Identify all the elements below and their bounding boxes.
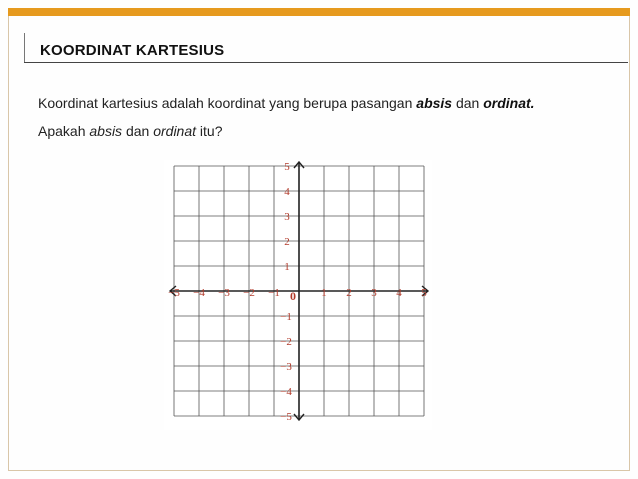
x-tick-label: 4 [396,287,402,299]
y-tick-label: −2 [280,336,292,348]
question-middle: dan [122,123,154,139]
definition-prefix: Koordinat kartesius adalah koordinat yang berupa pasangan [38,95,417,111]
title-underline [24,62,628,63]
x-tick-label: −1 [268,287,280,299]
accent-bar [8,8,630,16]
x-tick-label: 1 [321,287,327,299]
y-tick-label: 5 [284,161,290,173]
question-text [38,123,222,139]
definition-middle: dan [452,95,484,111]
x-tick-label: 5 [421,287,427,299]
origin-label: 0 [290,289,296,303]
x-tick-label: −4 [193,287,205,299]
y-tick-label: 4 [284,186,290,198]
slide-title: KOORDINAT KARTESIUS [40,42,225,59]
cartesian-graph [164,160,432,430]
question-term-ordinat: ordinat [153,123,197,139]
term-absis: absis [416,95,453,111]
x-tick-label: −3 [218,287,230,299]
y-tick-label: −1 [280,311,292,323]
y-tick-label: 1 [284,261,290,273]
definition-text [38,95,535,111]
title-rule-left [24,33,25,63]
cartesian-plane [164,160,432,430]
y-tick-label: −4 [280,386,292,398]
question-prefix: Apakah [38,123,90,139]
y-tick-label: −5 [280,411,292,423]
x-tick-label: −2 [243,287,255,299]
term-ordinat: ordinat. [483,95,535,111]
question-suffix: itu? [196,123,223,139]
y-tick-label: 2 [284,236,290,248]
y-tick-label: 3 [284,211,290,223]
x-tick-label: 2 [346,287,352,299]
x-tick-label: −5 [168,287,180,299]
y-tick-label: −3 [280,361,292,373]
question-term-absis: absis [89,123,123,139]
x-tick-label: 3 [371,287,377,299]
